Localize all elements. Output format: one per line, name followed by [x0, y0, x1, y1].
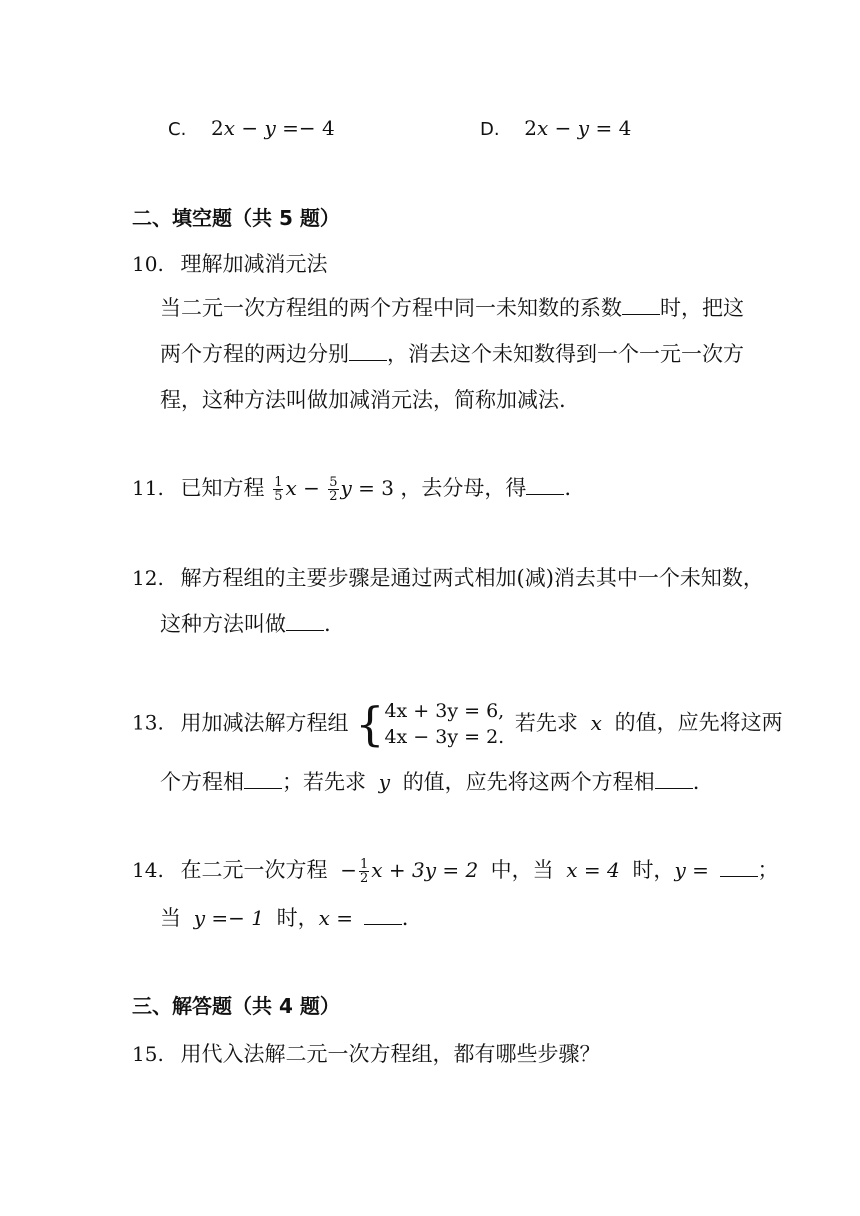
question-14-line-1: 14. 在二元一次方程 − $\frac{1}{2}$ x + 3y = 2 中，当 x = 4 时，y = ； [132, 857, 779, 886]
question-12-line-1: 12. 解方程组的主要步骤是通过两式相加(减)消去其中一个未知数， [132, 566, 764, 590]
question-11: 11. 已知方程 $\frac{1}{5}$ x − $\frac{5}{2}$ y = 3 ，去分母，得 . [132, 475, 572, 504]
question-10-title: 10. 理解加减消元法 [132, 252, 328, 276]
question-14-equation: − $\frac{1}{2}$ x + 3y = 2 [340, 857, 479, 886]
option-c-label: C. [168, 119, 187, 140]
question-10-line-2: 两个方程的两边分别 ，消去这个未知数得到一个一元一次方 [160, 342, 744, 366]
question-14-number: 14. [132, 858, 164, 882]
option-d-label: D. [480, 119, 500, 140]
question-15-number: 15. [132, 1042, 164, 1066]
question-13-number: 13. [132, 710, 164, 735]
option-c-equation: 2x − y =− 4 [210, 116, 335, 140]
fraction: $\frac{1}{2}$ [359, 857, 369, 886]
question-15: 15. 用代入法解二元一次方程组，都有哪些步骤？ [132, 1042, 601, 1066]
question-11-equation: $\frac{1}{5}$ x − $\frac{5}{2}$ y = 3 [274, 475, 395, 504]
question-12-number: 12. [132, 566, 164, 590]
answer-blank[interactable] [526, 476, 564, 495]
option-c [168, 114, 335, 144]
question-10-number: 10. [132, 252, 164, 276]
option-d [480, 114, 631, 144]
answer-blank[interactable] [655, 770, 693, 789]
option-d-equation: 2x − y = 4 [524, 116, 632, 140]
question-12-line-2: 这种方法叫做 . [160, 612, 331, 636]
question-13-line-1: 13. 用加减法解方程组 { 4x + 3y = 6, 4x − 3y = 2. 若先求 x 的值，应先将这两 [132, 697, 783, 751]
fraction: $\frac{5}{2}$ [329, 475, 338, 504]
question-13-line-2: 个方程相 ；若先求 y 的值，应先将这两个方程相 . [160, 770, 700, 794]
section-2-heading: 二、填空题（共 5 题） [132, 206, 340, 230]
section-3-heading: 三、解答题（共 4 题） [132, 994, 340, 1018]
question-10-line-1: 当二元一次方程组的两个方程中同一未知数的系数 时，把这 [160, 296, 744, 320]
answer-blank[interactable] [364, 906, 402, 925]
equation-system: 4x + 3y = 6, 4x − 3y = 2. [384, 700, 505, 748]
fraction: $\frac{1}{5}$ [274, 475, 283, 504]
answer-blank[interactable] [720, 858, 758, 877]
answer-blank[interactable] [349, 342, 387, 361]
answer-blank[interactable] [622, 296, 660, 315]
question-10-line-3: 程，这种方法叫做加减消元法，简称加减法. [160, 388, 566, 412]
answer-blank[interactable] [244, 770, 282, 789]
question-14-line-2: 当 y =− 1 时，x = . [160, 906, 409, 930]
answer-blank[interactable] [286, 612, 324, 631]
question-11-number: 11. [132, 476, 164, 500]
left-brace: { [355, 697, 385, 751]
